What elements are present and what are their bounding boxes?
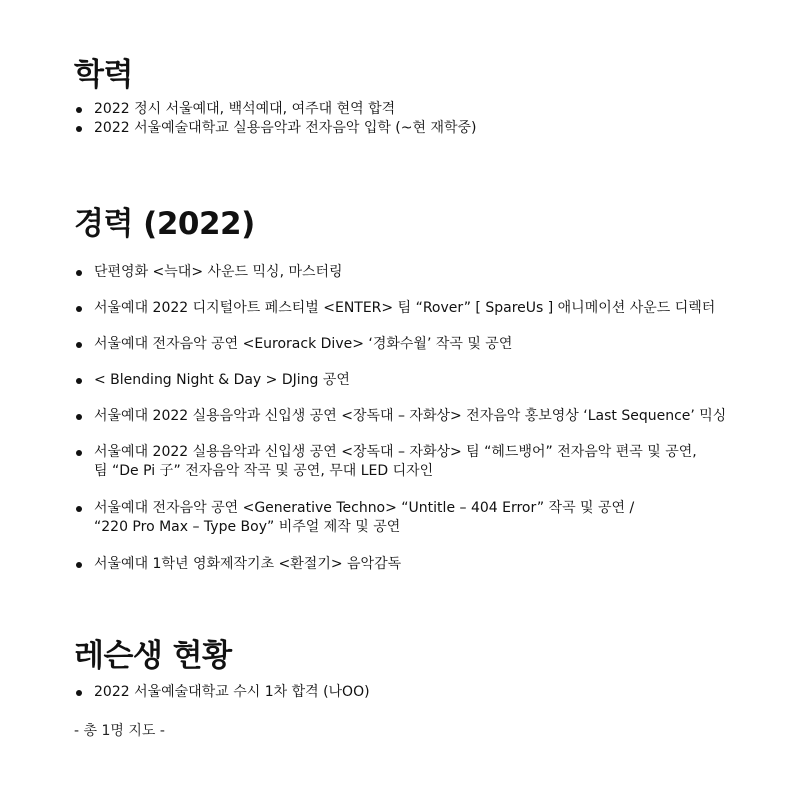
career-item-text: 단편영화 <늑대> 사운드 믹싱, 마스터링 xyxy=(94,264,343,280)
lessons-item-text: 2022 서울예술대학교 수시 1차 합격 (나OO) xyxy=(94,684,370,700)
education-list xyxy=(74,100,774,138)
list-item xyxy=(74,499,774,537)
list-item xyxy=(74,443,774,481)
lessons-heading: 레슨생 현황 xyxy=(74,638,232,674)
lessons-list xyxy=(74,683,774,702)
career-heading: 경력 (2022) xyxy=(74,206,255,242)
career-item-text: 서울예대 2022 디지털아트 페스티벌 <ENTER> 팀 “Rover” [ SpareUs ] 애니메이션 사운드 디렉터 xyxy=(94,300,716,316)
list-item xyxy=(74,335,774,354)
list-item xyxy=(74,407,774,426)
list-item xyxy=(74,299,774,318)
education-item-text: 2022 서울예술대학교 실용음악과 전자음악 입학 (~현 재학중) xyxy=(94,120,477,136)
bullet-icon xyxy=(76,378,82,384)
career-section xyxy=(74,205,774,591)
lessons-note: - 총 1명 지도 - xyxy=(74,723,165,739)
lessons-section xyxy=(74,637,774,741)
education-section xyxy=(74,56,774,138)
career-item-text: 서울예대 전자음악 공연 <Eurorack Dive> ‘경화수월’ 작곡 및 공연 xyxy=(94,336,513,352)
list-item xyxy=(74,100,774,119)
list-item xyxy=(74,263,774,282)
bullet-icon xyxy=(76,126,82,132)
list-item xyxy=(74,555,774,574)
list-item xyxy=(74,371,774,390)
career-item-text: 서울예대 2022 실용음악과 신입생 공연 <장독대 – 자화상> 팀 “헤드뱅어” 전자음악 편곡 및 공연, xyxy=(94,444,697,460)
career-item-text: 서울예대 1학년 영화제작기초 <환절기> 음악감독 xyxy=(94,556,402,572)
career-item-text: 서울예대 전자음악 공연 <Generative Techno> “Untitle – 404 Error” 작곡 및 공연 / xyxy=(94,500,635,516)
bullet-icon xyxy=(76,414,82,420)
career-list xyxy=(74,263,774,574)
bullet-icon xyxy=(76,450,82,456)
list-item xyxy=(74,119,774,138)
bullet-icon xyxy=(76,690,82,696)
bullet-icon xyxy=(76,506,82,512)
education-heading: 학력 xyxy=(74,57,133,93)
bullet-icon xyxy=(76,270,82,276)
list-item xyxy=(74,683,774,702)
career-item-text: 서울예대 2022 실용음악과 신입생 공연 <장독대 – 자화상> 전자음악 홍보영상 ‘Last Sequence’ 믹싱 xyxy=(94,408,727,424)
career-item-text-continued: “220 Pro Max – Type Boy” 비주얼 제작 및 공연 xyxy=(94,519,401,535)
bullet-icon xyxy=(76,107,82,113)
bullet-icon xyxy=(76,562,82,568)
bullet-icon xyxy=(76,306,82,312)
career-item-text: < Blending Night & Day > DJing 공연 xyxy=(94,372,350,388)
bullet-icon xyxy=(76,342,82,348)
education-item-text: 2022 정시 서울예대, 백석예대, 여주대 현역 합격 xyxy=(94,101,396,117)
career-item-text-continued: 팀 “De Pi 子” 전자음악 작곡 및 공연, 무대 LED 디자인 xyxy=(94,463,434,479)
